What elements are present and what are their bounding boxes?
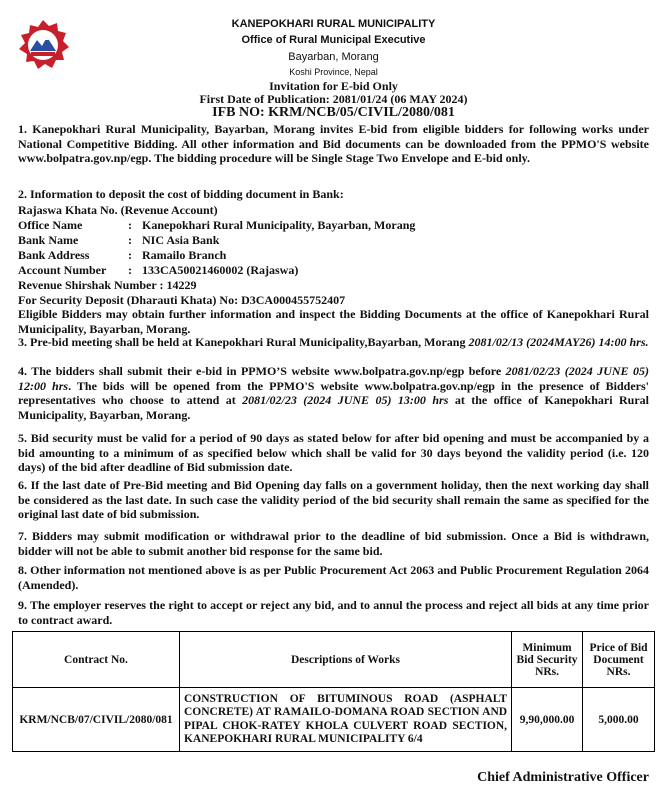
bank-name-label: Bank Name (18, 233, 79, 247)
office-location: Bayarban, Morang (288, 51, 379, 63)
account-number-value: 133CA50021460002 (Rajaswa) (142, 263, 299, 277)
header-bid-security: Minimum Bid Security NRs. (512, 632, 583, 688)
paragraph-8: 8. Other information not mentioned above is as per Public Procurement Act 2063 and Public Procurement Regulation 2064 (Amended). (18, 563, 649, 592)
document-price: 5,000.00 (583, 688, 655, 752)
bank-name-value: NIC Asia Bank (142, 233, 220, 247)
pre-bid-text: 3. Pre-bid meeting shall be held at Kanepokhari Rural Municipality,Bayarban, Morang (18, 335, 469, 349)
paragraph-1: 1. Kanepokhari Rural Municipality, Bayarban, Morang invites E-bid from eligible bidders for following works under National Competitive Bidding. All other information and Bid documents can be downloaded from the PPMO'S website www.bolpatra.gov.np/egp. The bidding procedure will be Single Stage Two Envelope and E-bid only. (18, 122, 649, 166)
contract-number: KRM/NCB/07/CIVIL/2080/081 (13, 688, 180, 752)
signatory-title: Chief Administrative Officer (477, 770, 649, 785)
ifb-number: IFB NO: KRM/NCB/05/CIVIL/2080/081 (212, 105, 455, 120)
pre-bid-date: 2081/02/13 (2024MAY26) 14:00 hrs. (468, 335, 649, 349)
invitation-title: Invitation for E-bid Only (269, 79, 398, 93)
office-name: Office of Rural Municipal Executive (241, 34, 426, 46)
paragraph-6: 6. If the last date of Pre-Bid meeting and Bid Opening day falls on a government holiday, then the next working day shall be considered as the last date. In such case the validity period of the bid security shall remain the same as specified for the original last date of bid submission. (18, 478, 649, 522)
bid-security-amount: 9,90,000.00 (512, 688, 583, 752)
paragraph-3 (18, 335, 649, 350)
paragraph-9: 9. The employer reserves the right to accept or reject any bid, and to annul the process and reject all bids at any time prior to contract award. (18, 598, 649, 627)
security-deposit-account: For Security Deposit (Dharauti Khata) No: D3CA000455752407 (18, 293, 346, 307)
paragraph-7: 7. Bidders may submit modification or withdrawal prior to the deadline of bid submission. Once a Bid is withdrawn, bidder will not be able to submit another bid response for the same bid. (18, 529, 649, 558)
colon: : (128, 248, 132, 262)
header-document-price: Price of Bid Document NRs. (583, 632, 655, 688)
submission-deadline: 2081/02/23 (2024 JUNE 05) 12:00 hrs (18, 364, 649, 393)
province: Koshi Province, Nepal (289, 67, 378, 77)
eligible-bidders-note: Eligible Bidders may obtain further information and inspect the Bidding Documents at the office of Kanepokhari Rural Municipality, Bayarban, Morang. (18, 307, 649, 336)
bank-info-heading: 2. Information to deposit the cost of bidding document in Bank: (18, 187, 344, 201)
submission-text: 4. The bidders shall submit their e-bid in PPMO’S website www.bolpatra.gov.np/egp before (18, 364, 506, 378)
header-description: Descriptions of Works (179, 632, 511, 688)
colon: : (128, 263, 132, 277)
office-name-value: Kanepokhari Rural Municipality, Bayarban, Morang (142, 218, 416, 232)
account-number-label: Account Number (18, 263, 107, 277)
paragraph-5: 5. Bid security must be valid for a period of 90 days as stated below for after bid opening and must be accompanied by a bid amounting to a minimum of as specified below which shall be valid for 30 days beyond the validity period (i.e. 120 days) of the bid after deadline of Bid submission date. (18, 431, 649, 475)
paragraph-4 (18, 364, 649, 422)
colon: : (128, 233, 132, 247)
table-row (13, 688, 655, 752)
bank-address-label: Bank Address (18, 248, 90, 262)
publication-date: First Date of Publication: 2081/01/24 (06 MAY 2024) (199, 92, 468, 106)
office-name-label: Office Name (18, 218, 83, 232)
work-description: CONSTRUCTION OF BITUMINOUS ROAD (ASPHALT CONCRETE) AT RAMAILO-DOMANA ROAD SECTION AND PIPAL CHOK-RATEY KHOLA CULVERT ROAD SECTION, KANEPOKHARI RURAL MUNICIPALITY 6/4 (179, 688, 511, 752)
header-contract-no: Contract No. (13, 632, 180, 688)
colon: : (128, 218, 132, 232)
municipality-name: KANEPOKHARI RURAL MUNICIPALITY (231, 18, 436, 30)
opening-location: at the office of Kanepokhari Rural Municipality, Bayarban, Morang. (18, 393, 649, 422)
revenue-account-type: Rajaswa Khata No. (Revenue Account) (18, 203, 218, 217)
revenue-shirshak: Revenue Shirshak Number : 14229 (18, 278, 197, 292)
opening-date: 2081/02/23 (2024 JUNE 05) 13:00 hrs (242, 393, 449, 408)
opening-text: . The bids will be opened from the PPMO'S website www.bolpatra.gov.np/egp in the presence of Bidders' representatives who choose to attend at (18, 378, 650, 408)
bid-table (12, 631, 655, 752)
bank-address-value: Ramailo Branch (142, 248, 227, 262)
